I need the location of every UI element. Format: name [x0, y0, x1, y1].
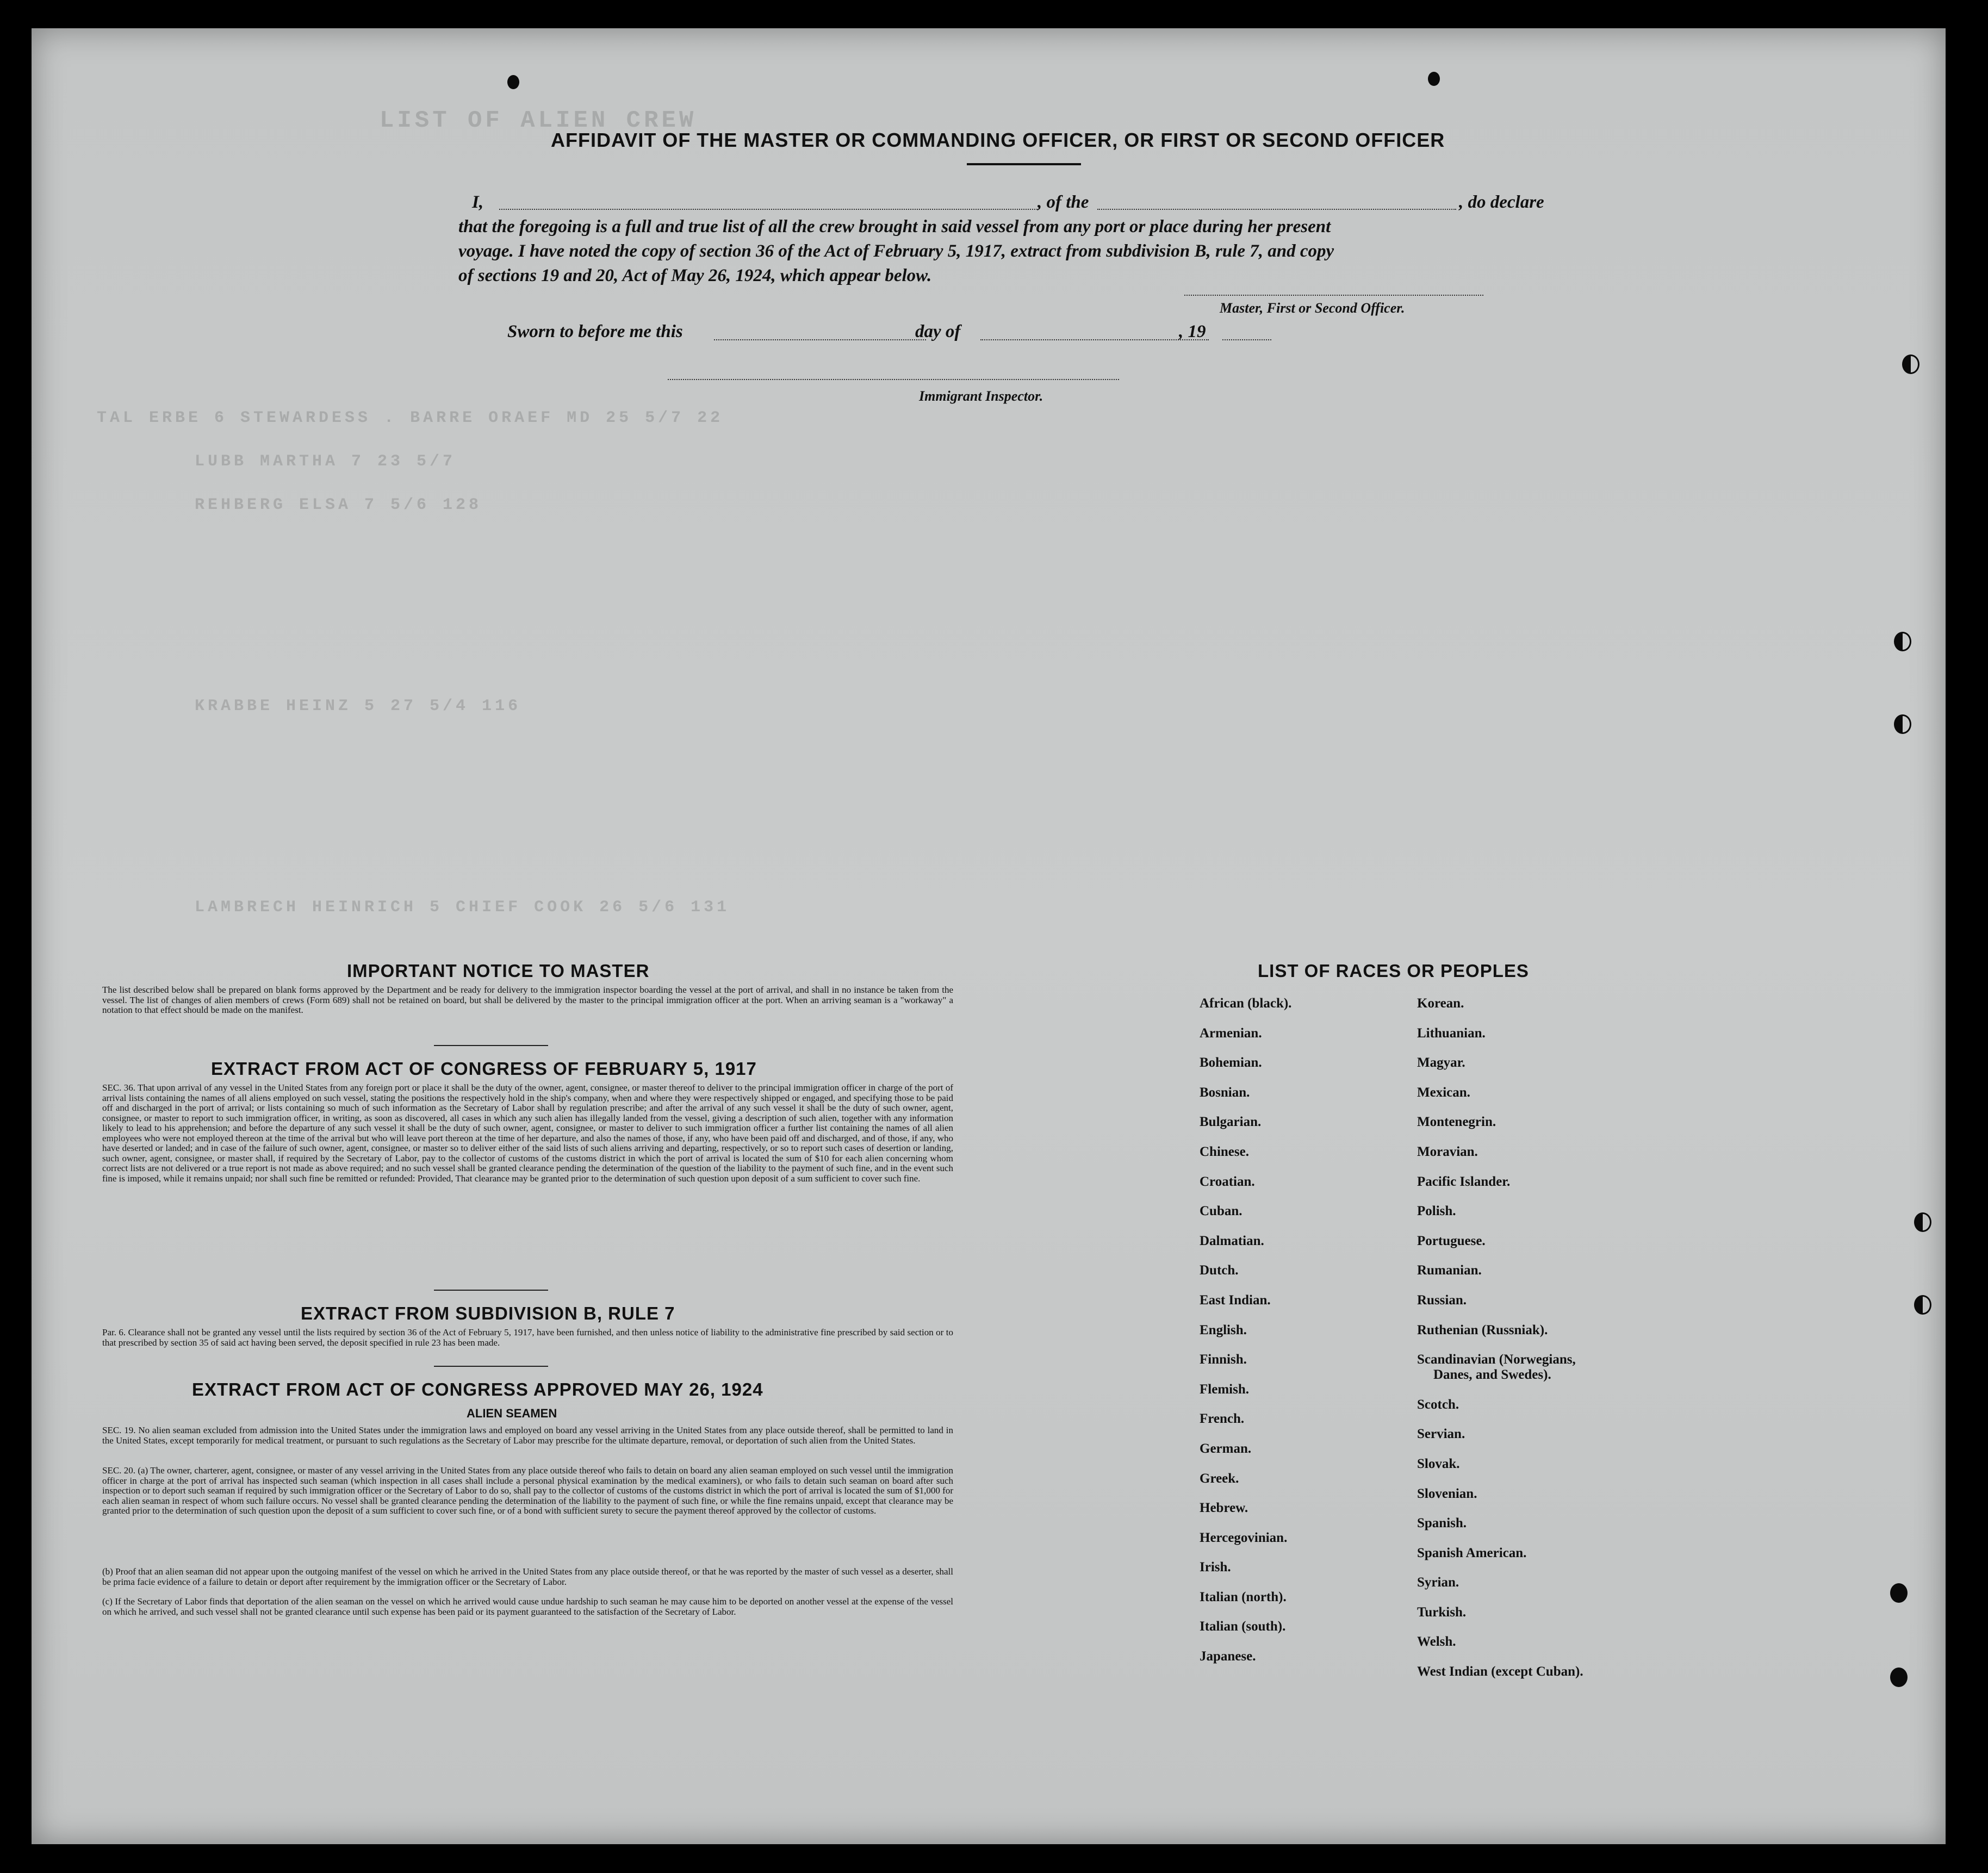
bleed-through-row: REHBERG ELSA 7 5/6 128: [195, 496, 482, 514]
race-item: Lithuanian.: [1417, 1025, 1486, 1041]
race-item: Dalmatian.: [1200, 1233, 1264, 1248]
punch-hole: [1902, 354, 1919, 374]
races-right-column: [1417, 996, 1583, 1694]
race-item: East Indian.: [1200, 1292, 1271, 1308]
race-item: Danes, and Swedes).: [1433, 1367, 1551, 1383]
race-item: Servian.: [1417, 1427, 1465, 1442]
extract-1924-sec20a: SEC. 20. (a) The owner, charterer, agent, consignee, or master of any vessel arriving in the United States from any place outside thereof who fails to detain on board any alien seaman employed on such vessel until the immigration officer in charge at the port of arrival has inspected such seaman (which inspection in all cases shall include a personal physical examination by the medical examiners), or who fails to detain such seaman on board after such inspection or to deport such seaman if required by such immigration officer or the Secretary of Labor to do so, shall pay to the collector of customs of the customs district in which the port of arrival is located the sum of $1,000 for each alien seaman in respect of whom such failure occurs. No vessel shall be granted clearance pending the determination of the liability to the payment of such fine, or while the fine remains unpaid, except that clearance may be granted prior to the determination of such question upon the deposit of a sum sufficient to cover such fine, or of a bond with sufficient surety to secure the payment thereof approved by the collector of customs.: [102, 1465, 953, 1516]
document-sheet: [32, 28, 1946, 1844]
master-signature-line[interactable]: [1184, 295, 1483, 296]
race-item: Spanish American.: [1417, 1545, 1527, 1560]
punch-hole: [1914, 1295, 1931, 1315]
extract-1924-sec20b: (b) Proof that an alien seaman did not appear upon the outgoing manifest of the vessel on which he arrived in the United States from any place outside thereof, or that he was reported by the master of such vessel as a deserter, shall be prima facie evidence of a failure to detain or deport after requirement by the immigration officer or the Secretary of Labor.: [102, 1566, 953, 1587]
race-item: Ruthenian (Russniak).: [1417, 1322, 1548, 1337]
extract-1924-sec20c: (c) If the Secretary of Labor finds that deportation of the alien seaman on the vessel on which he arrived would cause undue hardship to such seaman he may cause him to be deported on another vessel at the expense of the vessel on which he arrived, and such vessel shall not be granted clearance until such expense has been paid or its payment guaranteed to the satisfaction of the Secretary of Labor.: [102, 1596, 953, 1617]
race-item: Irish.: [1200, 1560, 1231, 1575]
race-item: French.: [1200, 1411, 1245, 1427]
race-item: Moravian.: [1417, 1144, 1478, 1159]
race-item: Cuban.: [1200, 1204, 1242, 1219]
vessel-blank[interactable]: [1097, 209, 1456, 210]
name-blank[interactable]: [499, 209, 1038, 210]
affidavit-i: I,: [472, 192, 484, 212]
race-item: Bulgarian.: [1200, 1115, 1262, 1130]
affidavit-of-the: , of the: [1038, 192, 1089, 212]
year-blank[interactable]: [1222, 339, 1271, 340]
extract-1917-text: SEC. 36. That upon arrival of any vessel in the United States from any foreign port or place it shall be the duty of the owner, agent, consignee, or master thereof to deliver to the principal immigration officer in charge of the port of arrival lists containing the names of all aliens employed on such vessel, stating the positions the respectively hold in the ship's company, when and where they were respectively shipped or engaged, and specifying those to be paid off and discharged in the port of arrival; or lists containing so much of such information as the Secretary of Labor shall by regulation prescribe; and after the arrival of any such vessel it shall be the duty of such owner, agent, consignee, or master to report to such immigration officer, in writing, as soon as discovered, all cases in which any such alien has illegally landed from the vessel, giving a description of such alien, together with any information likely to lead to his apprehension; and before the departure of any such vessel it shall be the duty of such owner, agent, consignee, or master to deliver to such immigration officer a further list containing the names of all alien employees who were not employed thereon at the time of the arrival but who will leave port thereon at the time of her departure, and also the names of those, if any, who have been paid off and discharged, and of those, if any, who have deserted or landed; and in case of the failure of such owner, agent, consignee, or master so to deliver either of the said lists of such aliens arriving and departing, respectively, or so to report such cases of desertion or landing, such owner, agent, consignee, or master shall, if required by the Secretary of Labor, pay to the collector of customs of the customs district in which the port of arrival is located the sum of $10 for each alien concerning whom correct lists are not delivered or a true report is not made as above required; and no such vessel shall be granted clearance pending the determination of the question of the liability to the payment of such fine, and in the event such fine is imposed, while it remains unpaid; nor shall such fine be remitted or refunded: Provided, That clearance may be granted prior to the determination of such question upon deposit of a sum sufficient to cover such fine.: [102, 1082, 953, 1184]
race-item: Italian (north).: [1200, 1589, 1287, 1604]
race-item: Hercegovinian.: [1200, 1530, 1288, 1545]
race-item: Welsh.: [1417, 1634, 1456, 1650]
notice-text: The list described below shall be prepared on blank forms approved by the Department and be ready for delivery to the immigration inspector boarding the vessel at the port of arrival, and shall in no instance be taken from the vessel. The list of changes of alien members of crews (Form 689) shall not be retained on board, but shall be delivered by the master to the principal immigration officer at the port. When an arriving seaman is a "workaway" a notation to that effect should be made on the manifest.: [102, 985, 953, 1015]
race-item: Bohemian.: [1200, 1055, 1262, 1071]
race-item: Portuguese.: [1417, 1233, 1486, 1248]
race-item: Slovak.: [1417, 1456, 1460, 1471]
race-item: Flemish.: [1200, 1382, 1249, 1397]
bleed-through-row: TAL ERBE 6 STEWARDESS . BARRE ORAEF MD 25 5/7 22: [97, 409, 724, 427]
month-blank[interactable]: [980, 339, 1209, 340]
races-title: LIST OF RACES OR PEOPLES: [1258, 961, 1529, 981]
race-item: Scotch.: [1417, 1397, 1459, 1412]
race-item: Hebrew.: [1200, 1501, 1248, 1516]
race-item: Finnish.: [1200, 1352, 1247, 1367]
race-item: Scandinavian (Norwegians,: [1417, 1352, 1576, 1367]
inspector-signature-label: Immigrant Inspector.: [919, 388, 1043, 404]
race-item: Spanish.: [1417, 1516, 1467, 1531]
master-signature-label: Master, First or Second Officer.: [1220, 300, 1405, 316]
section-divider: [434, 1366, 548, 1367]
race-item: Syrian.: [1417, 1575, 1459, 1590]
races-left-column: [1200, 996, 1291, 1679]
bleed-through-row: LUBB MARTHA 7 23 5/7: [195, 452, 456, 471]
punch-hole: [1914, 1212, 1931, 1232]
punch-hole: [1894, 714, 1911, 734]
extract-1924-subtitle: ALIEN SEAMEN: [467, 1407, 557, 1420]
day-blank[interactable]: [714, 339, 926, 340]
race-item: West Indian (except Cuban).: [1417, 1664, 1583, 1679]
race-item: Korean.: [1417, 996, 1464, 1011]
extract-rule7-title: EXTRACT FROM SUBDIVISION B, RULE 7: [301, 1303, 675, 1323]
extract-1924-title: EXTRACT FROM ACT OF CONGRESS APPROVED MAY 26, 1924: [192, 1379, 763, 1399]
race-item: Polish.: [1417, 1204, 1456, 1219]
affidavit-line-2: that the foregoing is a full and true list of all the crew brought in said vessel from any port or place during her present: [458, 217, 1331, 237]
race-item: Croatian.: [1200, 1174, 1255, 1189]
bleed-through-row: KRABBE HEINZ 5 27 5/4 116: [195, 697, 521, 715]
race-item: Turkish.: [1417, 1604, 1467, 1620]
race-item: Slovenian.: [1417, 1486, 1477, 1501]
punch-hole: [1890, 1583, 1908, 1603]
race-item: Japanese.: [1200, 1649, 1256, 1664]
affidavit-title: AFFIDAVIT OF THE MASTER OR COMMANDING OFFICER, OR FIRST OR SECOND OFFICER: [551, 129, 1445, 151]
race-item: English.: [1200, 1322, 1247, 1337]
race-item: Pacific Islander.: [1417, 1174, 1511, 1189]
notice-title: IMPORTANT NOTICE TO MASTER: [347, 961, 650, 981]
race-item: Montenegrin.: [1417, 1115, 1496, 1130]
sworn-text: Sworn to before me this: [507, 322, 683, 341]
race-item: Greek.: [1200, 1471, 1239, 1486]
year-text: , 19: [1179, 322, 1206, 341]
race-item: Rumanian.: [1417, 1263, 1482, 1278]
race-item: Dutch.: [1200, 1263, 1239, 1278]
race-item: Mexican.: [1417, 1085, 1470, 1100]
extract-rule7-text: Par. 6. Clearance shall not be granted any vessel until the lists required by section 36 of the Act of February 5, 1917, have been furnished, and then unless notice of liability to the administrative fine prescribed by said section or to that prescribed by section 35 of said act having been served, the deposit specified in rule 23 has been made.: [102, 1327, 953, 1348]
race-item: Magyar.: [1417, 1055, 1465, 1071]
inspector-signature-line[interactable]: [668, 379, 1119, 380]
section-divider: [434, 1290, 548, 1291]
bleed-through-row: LAMBRECH HEINRICH 5 CHIEF COOK 26 5/6 131: [195, 898, 730, 917]
punch-hole: [1890, 1667, 1908, 1687]
ink-dot: [507, 75, 519, 89]
race-item: Bosnian.: [1200, 1085, 1250, 1100]
day-of-text: day of: [915, 322, 961, 341]
affidavit-declare: , do declare: [1459, 192, 1544, 212]
title-underline: [967, 163, 1081, 165]
race-item: German.: [1200, 1441, 1252, 1456]
race-item: Armenian.: [1200, 1025, 1262, 1041]
race-item: Russian.: [1417, 1292, 1467, 1308]
bleed-through-title: LIST OF ALIEN CREW: [380, 107, 697, 134]
race-item: Chinese.: [1200, 1144, 1249, 1159]
affidavit-line-3: voyage. I have noted the copy of section 36 of the Act of February 5, 1917, extract from subdivision B, rule 7, and copy: [458, 241, 1334, 261]
ink-dot: [1428, 72, 1440, 86]
affidavit-line-4: of sections 19 and 20, Act of May 26, 1924, which appear below.: [458, 266, 932, 285]
section-divider: [434, 1045, 548, 1046]
race-item: African (black).: [1200, 996, 1292, 1011]
extract-1917-title: EXTRACT FROM ACT OF CONGRESS OF FEBRUARY 5, 1917: [211, 1059, 757, 1079]
race-item: Italian (south).: [1200, 1619, 1286, 1634]
extract-1924-sec19: SEC. 19. No alien seaman excluded from admission into the United States under the immigration laws and employed on board any vessel arriving in the United States from any place outside thereof, shall be permitted to land in the United States, except temporarily for medical treatment, or pursuant to such regulations as the Secretary of Labor may prescribe for the ultimate departure, removal, or deportation of such alien from the United States.: [102, 1425, 953, 1446]
punch-hole: [1894, 632, 1911, 651]
